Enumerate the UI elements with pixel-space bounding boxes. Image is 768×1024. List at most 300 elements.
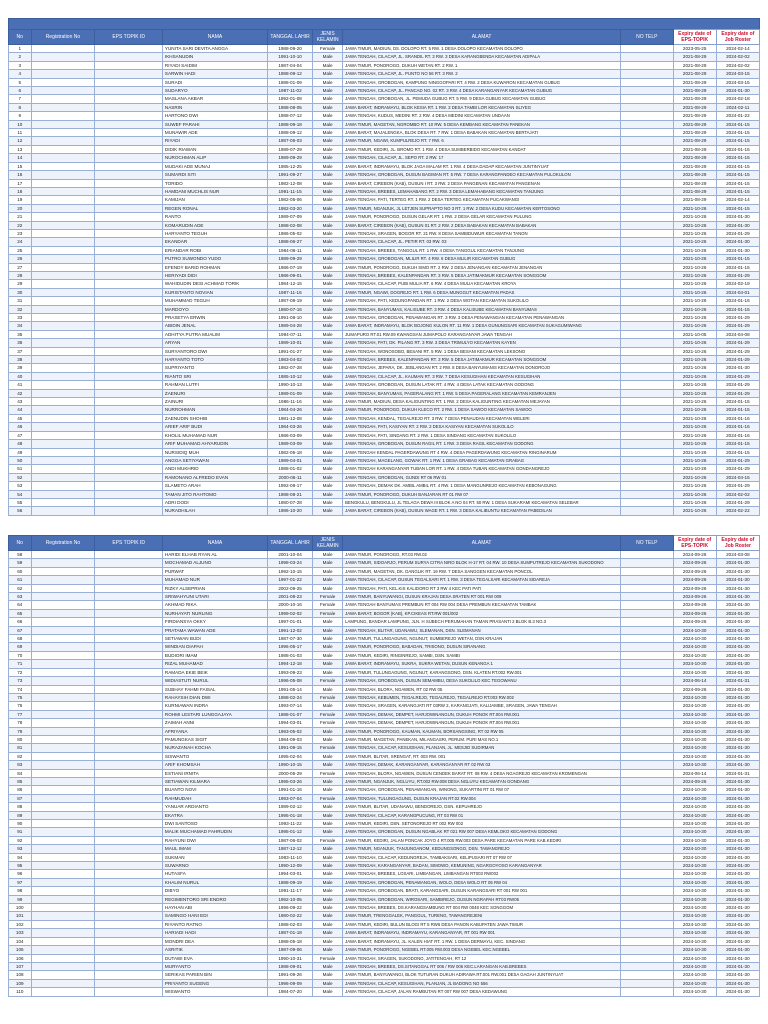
cell-expiry-roster: 2024-01-31 bbox=[716, 677, 759, 685]
cell-sex: Male bbox=[313, 811, 343, 819]
cell-eps-id bbox=[95, 280, 163, 288]
cell-name: RAMADA EKIE BEIK bbox=[162, 668, 267, 676]
cell-expiry-roster: 2024-01-30 bbox=[716, 920, 759, 928]
cell-dob: 1990-10-13 bbox=[268, 381, 313, 389]
cell-no: 103 bbox=[9, 929, 32, 937]
cell-expiry-roster: 2024-01-30 bbox=[716, 777, 759, 785]
cell-address: JAWA TENGAH, BANYUMAS, KALISUBE RT. 3 RW. 4 DESA KALISUBE KECAMATAN BANYUMAS bbox=[343, 305, 621, 313]
cell-phone bbox=[621, 465, 674, 473]
cell-eps-id bbox=[95, 803, 163, 811]
cell-registration bbox=[31, 70, 95, 78]
cell-dob: 1982-12-08 bbox=[268, 179, 313, 187]
cell-phone bbox=[621, 381, 674, 389]
col-address: ALAMAT bbox=[343, 536, 621, 551]
cell-expiry-eps: 2024-09-26 bbox=[673, 576, 716, 584]
cell-dob: 2000-06-11 bbox=[268, 473, 313, 481]
table-row bbox=[9, 112, 760, 120]
cell-dob: 1987-06-03 bbox=[268, 137, 313, 145]
cell-phone bbox=[621, 213, 674, 221]
cell-expiry-roster: 2024-01-15 bbox=[716, 440, 759, 448]
cell-no: 90 bbox=[9, 820, 32, 828]
cell-address: JAWA TIMUR, TULUNGAGUNG, NGUNUT, KARANGSONO, DSN. KLATEN RT.002 RW.001 bbox=[343, 668, 621, 676]
cell-no: 11 bbox=[9, 129, 32, 137]
cell-address: JAWA BARAT, INDRAMAYU, INDRAMAYU, KARANGANYAR, RT 001 RW 001 bbox=[343, 929, 621, 937]
cell-dob: 1988-09-18 bbox=[268, 120, 313, 128]
cell-name: HUTASFA bbox=[162, 870, 267, 878]
table-row bbox=[9, 187, 760, 195]
cell-eps-id bbox=[95, 271, 163, 279]
cell-dob: 1990-10-31 bbox=[268, 954, 313, 962]
cell-expiry-eps: 2021-10-26 bbox=[673, 322, 716, 330]
cell-expiry-roster: 2024-01-30 bbox=[716, 702, 759, 710]
cell-sex: Male bbox=[313, 498, 343, 506]
cell-expiry-eps: 2021-08-29 bbox=[673, 137, 716, 145]
cell-registration bbox=[31, 95, 95, 103]
cell-name: SUWEF PARAHI bbox=[162, 120, 267, 128]
cell-registration bbox=[31, 288, 95, 296]
table-row bbox=[9, 280, 760, 288]
cell-registration bbox=[31, 962, 95, 970]
cell-address: JAWA TIMUR, MADIUN, DESA KALIGUNTING RT. 1 RW. 2 DESA KALIGUNTING KECAMATAN MEJAYAN bbox=[343, 398, 621, 406]
cell-dob: 1988-01-07 bbox=[268, 710, 313, 718]
cell-name: NURROHMAN bbox=[162, 406, 267, 414]
cell-no: 50 bbox=[9, 456, 32, 464]
cell-registration bbox=[31, 129, 95, 137]
table-row bbox=[9, 221, 760, 229]
cell-address: JAWA TENGAH, CILACAP, JALAN RAMBUTAN RT 007 RW 007 DESA KEDAWUNG bbox=[343, 988, 621, 996]
cell-dob: 1985-12-25 bbox=[268, 162, 313, 170]
cell-expiry-eps: 2021-10-26 bbox=[673, 288, 716, 296]
cell-expiry-eps: 2021-10-26 bbox=[673, 414, 716, 422]
cell-phone bbox=[621, 61, 674, 69]
cell-eps-id bbox=[95, 710, 163, 718]
cell-dob: 1984-09-03 bbox=[268, 735, 313, 743]
cell-phone bbox=[621, 651, 674, 659]
cell-dob: 1980-07-16 bbox=[268, 305, 313, 313]
cell-name: ANDI MUKHRID bbox=[162, 465, 267, 473]
cell-eps-id bbox=[95, 414, 163, 422]
cell-address: JAWA TENGAH BANYUMAS PREMBUN RT 004 RW 004 DESA PREMBUN KECAMATAN TAMBAK bbox=[343, 601, 621, 609]
cell-eps-id bbox=[95, 895, 163, 903]
cell-dob: 1988-09-20 bbox=[268, 45, 313, 53]
cell-dob: 1986-05-02 bbox=[268, 229, 313, 237]
cell-eps-id bbox=[95, 643, 163, 651]
cell-sex: Female bbox=[313, 769, 343, 777]
cell-address: JAWA TIMUR, KEDIRI, RINGINREJO, SAMBI, DSN. SAMBI bbox=[343, 651, 621, 659]
cell-registration bbox=[31, 53, 95, 61]
cell-sex: Male bbox=[313, 735, 343, 743]
cell-address: JAWA TENGAH, GROBOGAN, WIROSARI, SAMBIREJO, DUSUN NGRAPAH RT03 RW05 bbox=[343, 895, 621, 903]
cell-name: KURISTANTO NOVIAN bbox=[162, 288, 267, 296]
cell-address: JAWA TENGAH, GROBOGAN, JL. PEMUDA GUBUG RT. 5 RW. 9 DESA GUBUG KECAMATAN GUBUG bbox=[343, 95, 621, 103]
cell-name: SISWANTO bbox=[162, 752, 267, 760]
cell-name: RAHYUNI DWI bbox=[162, 836, 267, 844]
cell-eps-id bbox=[95, 255, 163, 263]
table-row bbox=[9, 559, 760, 567]
cell-no: 83 bbox=[9, 761, 32, 769]
cell-phone bbox=[621, 204, 674, 212]
cell-sex: Male bbox=[313, 643, 343, 651]
table-row bbox=[9, 752, 760, 760]
cell-no: 55 bbox=[9, 498, 32, 506]
cell-registration bbox=[31, 448, 95, 456]
cell-dob: 1987-06-02 bbox=[268, 836, 313, 844]
cell-sex: Female bbox=[313, 609, 343, 617]
cell-dob: 1988-02-08 bbox=[268, 221, 313, 229]
cell-sex: Male bbox=[313, 288, 343, 296]
cell-eps-id bbox=[95, 473, 163, 481]
table-row bbox=[9, 803, 760, 811]
table-row bbox=[9, 727, 760, 735]
cell-no: 23 bbox=[9, 229, 32, 237]
cell-phone bbox=[621, 431, 674, 439]
cell-no: 94 bbox=[9, 853, 32, 861]
cell-eps-id bbox=[95, 162, 163, 170]
cell-address: JAWA BARAT, CIREBON (KAB), DUSUN 01 RT. 2 RW. 2 DESA BABAKAN KECAMATAN BABAKAN bbox=[343, 221, 621, 229]
cell-sex: Male bbox=[313, 330, 343, 338]
cell-registration bbox=[31, 752, 95, 760]
cell-expiry-eps: 2021-10-26 bbox=[673, 473, 716, 481]
cell-name: SARWIN HADI bbox=[162, 70, 267, 78]
cell-registration bbox=[31, 643, 95, 651]
table-row bbox=[9, 912, 760, 920]
cell-expiry-eps: 2021-08-29 bbox=[673, 70, 716, 78]
cell-phone bbox=[621, 263, 674, 271]
cell-expiry-roster: 2024-01-30 bbox=[716, 954, 759, 962]
cell-expiry-eps: 2024-10-30 bbox=[673, 988, 716, 996]
cell-no: 72 bbox=[9, 668, 32, 676]
cell-expiry-eps: 2024-10-30 bbox=[673, 887, 716, 895]
cell-sex: Male bbox=[313, 803, 343, 811]
cell-sex: Male bbox=[313, 70, 343, 78]
cell-no: 36 bbox=[9, 339, 32, 347]
cell-dob: 1990-10-15 bbox=[268, 761, 313, 769]
cell-registration bbox=[31, 112, 95, 120]
table-row bbox=[9, 719, 760, 727]
cell-dob: 1991-11-15 bbox=[268, 187, 313, 195]
cell-expiry-eps: 2021-10-26 bbox=[673, 271, 716, 279]
cell-registration bbox=[31, 305, 95, 313]
cell-address: JAWA BARAT, INDRAMAYU, SUKRA, SUKRA WETAN, DUSUN KENANGA 1 bbox=[343, 660, 621, 668]
cell-expiry-eps: 2024-10-30 bbox=[673, 870, 716, 878]
table-row bbox=[9, 473, 760, 481]
cell-phone bbox=[621, 162, 674, 170]
cell-sex: Male bbox=[313, 668, 343, 676]
cell-address: JAWA TENGAH, CILACAP, KARANGPUCUNG, RT 03 RW 01 bbox=[343, 811, 621, 819]
cell-registration bbox=[31, 414, 95, 422]
cell-phone bbox=[621, 229, 674, 237]
cell-registration bbox=[31, 238, 95, 246]
cell-address: JAWA TIMUR, PONOROGO, DUKUH KLECO RT. 2 RW. 1 DESA SAWOO KECAMATAN SAWOO bbox=[343, 406, 621, 414]
cell-sex: Male bbox=[313, 777, 343, 785]
cell-no: 44 bbox=[9, 406, 32, 414]
cell-dob: 1995-02-04 bbox=[268, 752, 313, 760]
cell-phone bbox=[621, 693, 674, 701]
cell-registration bbox=[31, 895, 95, 903]
cell-address: JAWA TENGAH, GROBOGAN, DUSUN RAGIL RT. 1 RW. 3 DESA RAGIL KECAMATAN GODONG bbox=[343, 440, 621, 448]
cell-sex: Male bbox=[313, 456, 343, 464]
cell-sex: Female bbox=[313, 710, 343, 718]
cell-address: JAWA TIMUR, MADIUN, DS. DOLOPO RT. 5 RW. 1 DESA DOLOPO KECAMATAN DOLOPO bbox=[343, 45, 621, 53]
cell-address: JAWA TIMUR, NGAWI, DOGREJO RT. 1 RW. 6 DESA MUNGGUT KECAMATAN PADAS bbox=[343, 288, 621, 296]
cell-dob: 1982-05-18 bbox=[268, 448, 313, 456]
cell-phone bbox=[621, 288, 674, 296]
cell-expiry-eps: 2021-10-26 bbox=[673, 246, 716, 254]
cell-expiry-roster: 2024-01-29 bbox=[716, 498, 759, 506]
table-row bbox=[9, 601, 760, 609]
cell-name: EKATRA bbox=[162, 811, 267, 819]
cell-no: 84 bbox=[9, 769, 32, 777]
cell-sex: Male bbox=[313, 204, 343, 212]
cell-eps-id bbox=[95, 567, 163, 575]
cell-sex: Male bbox=[313, 305, 343, 313]
cell-phone bbox=[621, 221, 674, 229]
cell-registration bbox=[31, 870, 95, 878]
cell-expiry-eps: 2021-08-29 bbox=[673, 129, 716, 137]
cell-address: JAWA BARAT, INDRAMAYU, BLOK JAGA MALAM RT. 1 RW. 4 DESA DADAP KECAMATAN JUNTINYUAT bbox=[343, 162, 621, 170]
table-row bbox=[9, 702, 760, 710]
cell-no: 30 bbox=[9, 288, 32, 296]
cell-dob: 1992-01-08 bbox=[268, 95, 313, 103]
cell-registration bbox=[31, 878, 95, 886]
cell-no: 87 bbox=[9, 794, 32, 802]
cell-no: 15 bbox=[9, 162, 32, 170]
cell-address: JAWA TENGAH, GROBOGAN, PENAWANGAN RT. 3 RW. 3 DESA PENAWANGAN KECAMATAN PENAWANGAN bbox=[343, 314, 621, 322]
cell-phone bbox=[621, 440, 674, 448]
cell-sex: Male bbox=[313, 702, 343, 710]
table-row bbox=[9, 870, 760, 878]
cell-sex: Male bbox=[313, 685, 343, 693]
cell-no: 99 bbox=[9, 895, 32, 903]
cell-dob: 1995-03-26 bbox=[268, 777, 313, 785]
cell-name: MONDRI DEA bbox=[162, 937, 267, 945]
cell-expiry-roster: 2024-01-30 bbox=[716, 803, 759, 811]
cell-address: JAWA TENGAH, CILACAP, KESUGIHAN, PLANJAN, JL BADONG NO 556 bbox=[343, 979, 621, 987]
cell-eps-id bbox=[95, 339, 163, 347]
cell-phone bbox=[621, 448, 674, 456]
cell-expiry-roster: 2024-01-30 bbox=[716, 820, 759, 828]
table-row bbox=[9, 744, 760, 752]
cell-eps-id bbox=[95, 794, 163, 802]
cell-sex: Female bbox=[313, 744, 343, 752]
cell-no: 104 bbox=[9, 937, 32, 945]
cell-expiry-roster: 2024-02-18 bbox=[716, 95, 759, 103]
cell-no: 25 bbox=[9, 246, 32, 254]
cell-sex: Female bbox=[313, 677, 343, 685]
cell-address: JAWA BARAT, INDRAMAYU, BLOK KESIA RT. 1 RW. 3 DESA TAMBI LOR KECAMATAN SLIYEG bbox=[343, 103, 621, 111]
cell-name: REGIMENTORO SRI ENDRO bbox=[162, 895, 267, 903]
cell-name: AFRIYANA bbox=[162, 727, 267, 735]
table-row bbox=[9, 828, 760, 836]
cell-expiry-eps: 2024-10-30 bbox=[673, 693, 716, 701]
cell-phone bbox=[621, 576, 674, 584]
cell-sex: Male bbox=[313, 937, 343, 945]
cell-phone bbox=[621, 929, 674, 937]
cell-sex: Female bbox=[313, 693, 343, 701]
cell-expiry-eps: 2021-10-26 bbox=[673, 213, 716, 221]
cell-eps-id bbox=[95, 229, 163, 237]
cell-registration bbox=[31, 677, 95, 685]
cell-registration bbox=[31, 229, 95, 237]
cell-phone bbox=[621, 406, 674, 414]
cell-name: HARYANTO TEGUH bbox=[162, 229, 267, 237]
cell-expiry-roster: 2024-01-15 bbox=[716, 204, 759, 212]
table-row bbox=[9, 129, 760, 137]
cell-expiry-eps: 2024-09-26 bbox=[673, 559, 716, 567]
table-row bbox=[9, 271, 760, 279]
cell-address: JAWA BARAT, INDRAMAYU, BLOK BOJONG KULON RT. 11 RW. 1 DESA GUNUNGSARI KECAMATAN SUKAGUMIWANG bbox=[343, 322, 621, 330]
cell-dob: 1989-09-29 bbox=[268, 154, 313, 162]
cell-registration bbox=[31, 988, 95, 996]
col-expiry-roster: Expiry date of Job Roster bbox=[716, 30, 759, 45]
cell-name: MUDAKI ADE MUNAJ bbox=[162, 162, 267, 170]
cell-eps-id bbox=[95, 440, 163, 448]
table-row bbox=[9, 356, 760, 364]
cell-expiry-roster: 2024-01-30 bbox=[716, 828, 759, 836]
cell-phone bbox=[621, 498, 674, 506]
cell-dob: 1987-04-04 bbox=[268, 61, 313, 69]
cell-address: JAWA TIMUR, PONOROGO, DUKUH SIMO RT. 2 RW. 2 DESA JENANGAN KECAMATAN JENANGAN bbox=[343, 263, 621, 271]
cell-no: 22 bbox=[9, 221, 32, 229]
cell-dob: 1984-06-11 bbox=[268, 246, 313, 254]
cell-no: 43 bbox=[9, 398, 32, 406]
cell-sex: Male bbox=[313, 962, 343, 970]
cell-name: ARIF KHOMSAH bbox=[162, 761, 267, 769]
cell-eps-id bbox=[95, 887, 163, 895]
cell-sex: Male bbox=[313, 929, 343, 937]
cell-address: JAWA TENGAH, PATI, DK. PILANG RT. 3 RW. 3 DESA TRIMULYO KECAMATAN KAYEN bbox=[343, 339, 621, 347]
cell-expiry-roster: 2024-01-30 bbox=[716, 727, 759, 735]
cell-sex: Male bbox=[313, 112, 343, 120]
cell-address: JAWA TENGAH, BREBES, DS.SITANGGAL RT 006 / RW 006 KEC.LARANGAN KAB.BREBES bbox=[343, 962, 621, 970]
cell-dob: 1991-01-27 bbox=[268, 347, 313, 355]
cell-name: ASRITIK bbox=[162, 946, 267, 954]
table-row bbox=[9, 626, 760, 634]
cell-sex: Male bbox=[313, 53, 343, 61]
cell-no: 77 bbox=[9, 710, 32, 718]
cell-no: 61 bbox=[9, 576, 32, 584]
cell-sex: Male bbox=[313, 887, 343, 895]
cell-name: SURYANTORO DWI bbox=[162, 347, 267, 355]
cell-expiry-eps: 2021-10-26 bbox=[673, 297, 716, 305]
cell-expiry-roster: 2024-02-14 bbox=[716, 45, 759, 53]
cell-eps-id bbox=[95, 777, 163, 785]
cell-address: JAWA TIMUR, BLITAR, UDANAWU, BENDOREJO, DSN. KEPUHREJO bbox=[343, 803, 621, 811]
cell-expiry-eps: 2021-10-26 bbox=[673, 456, 716, 464]
table-row bbox=[9, 710, 760, 718]
cell-expiry-roster: 2024-01-15 bbox=[716, 162, 759, 170]
cell-sex: Male bbox=[313, 618, 343, 626]
cell-phone bbox=[621, 238, 674, 246]
cell-phone bbox=[621, 567, 674, 575]
cell-registration bbox=[31, 263, 95, 271]
cell-registration bbox=[31, 187, 95, 195]
cell-expiry-roster: 2024-01-30 bbox=[716, 626, 759, 634]
cell-sex: Male bbox=[313, 398, 343, 406]
cell-sex: Female bbox=[313, 719, 343, 727]
cell-eps-id bbox=[95, 196, 163, 204]
cell-phone bbox=[621, 482, 674, 490]
table-row bbox=[9, 482, 760, 490]
cell-phone bbox=[621, 660, 674, 668]
cell-address: JAWA TIMUR, TRENGGALEK, PANGGUL, TURENG, TAWANGREJENI bbox=[343, 912, 621, 920]
cell-registration bbox=[31, 853, 95, 861]
cell-phone bbox=[621, 862, 674, 870]
cell-expiry-eps: 2024-10-30 bbox=[673, 845, 716, 853]
cell-registration bbox=[31, 651, 95, 659]
cell-expiry-eps: 2024-09-26 bbox=[673, 584, 716, 592]
cell-sex: Male bbox=[313, 988, 343, 996]
cell-expiry-roster: 2024-01-29 bbox=[716, 356, 759, 364]
cell-sex: Male bbox=[313, 490, 343, 498]
table-row bbox=[9, 263, 760, 271]
cell-address: JAWA TENGAH KARANGANYAR TUBAN LOR RT. 1 RW. 4 DESA TUBAN KECAMATAN GONDANGREJO bbox=[343, 465, 621, 473]
cell-expiry-eps: 2021-10-26 bbox=[673, 448, 716, 456]
cell-name: ZAENUDIN SHOHIB bbox=[162, 414, 267, 422]
cell-address: JAWA TENGAH, KENDAL, TEGALREJO RT. 3 RW. 7 DESA PENAUDAN KECAMATAN WELERI bbox=[343, 414, 621, 422]
cell-name: YANUAR ARDIANTO bbox=[162, 803, 267, 811]
cell-registration bbox=[31, 693, 95, 701]
cell-address: JAWA TENGAH, MAGELANG, GOWAK RT. 1 RW. 1 DESA GRABAG KECAMATAN GRABAG bbox=[343, 456, 621, 464]
cell-address: JAWA TIMUR, MAGETAN, NGROMBO RT. 10 RW. 5 DESA KEMBANG KECAMATAN PANEKAN bbox=[343, 120, 621, 128]
cell-phone bbox=[621, 710, 674, 718]
cell-sex: Male bbox=[313, 356, 343, 364]
cell-eps-id bbox=[95, 971, 163, 979]
cell-address: JAWA TENGAH, DEMAK, DEMPET, HARJOWINANGUN, DUKUH PONOK RT.004 RW.001 bbox=[343, 719, 621, 727]
cell-sex: Male bbox=[313, 145, 343, 153]
cell-phone bbox=[621, 339, 674, 347]
cell-phone bbox=[621, 507, 674, 515]
cell-registration bbox=[31, 372, 95, 380]
cell-expiry-eps: 2024-10-30 bbox=[673, 735, 716, 743]
cell-sex: Male bbox=[313, 448, 343, 456]
cell-no: 96 bbox=[9, 870, 32, 878]
cell-name: KHOLIL MUHAMAD NUR bbox=[162, 431, 267, 439]
cell-sex: Male bbox=[313, 154, 343, 162]
table-row bbox=[9, 145, 760, 153]
table-row bbox=[9, 448, 760, 456]
cell-registration bbox=[31, 979, 95, 987]
cell-expiry-roster: 2024-01-16 bbox=[716, 297, 759, 305]
cell-dob: 1996-09-22 bbox=[268, 904, 313, 912]
cell-name: PRATAMA WAWAN ADE bbox=[162, 626, 267, 634]
cell-expiry-roster: 2024-01-30 bbox=[716, 246, 759, 254]
cell-no: 35 bbox=[9, 330, 32, 338]
table-row bbox=[9, 971, 760, 979]
cell-address: JAWA TIMUR, KEDIRI, JL. BROMO RT. 1 RW. 4 DESA SUMBERBIDO KECAMATAN KANDAT bbox=[343, 145, 621, 153]
cell-eps-id bbox=[95, 238, 163, 246]
cell-address: JUMAPURO RT.01 RW.09 KWANGSAN JUMAPOLO KARANGANYAR JAWA TENGAH bbox=[343, 330, 621, 338]
cell-registration bbox=[31, 954, 95, 962]
cell-name: FIRDIANSYA OKKY bbox=[162, 618, 267, 626]
cell-name: TORIDO bbox=[162, 179, 267, 187]
cell-registration bbox=[31, 381, 95, 389]
cell-no: 38 bbox=[9, 356, 32, 364]
table-row bbox=[9, 238, 760, 246]
cell-registration bbox=[31, 78, 95, 86]
cell-phone bbox=[621, 744, 674, 752]
cell-sex: Male bbox=[313, 576, 343, 584]
table-row bbox=[9, 937, 760, 945]
table-row bbox=[9, 297, 760, 305]
cell-address: JAWA TENGAH, BLORA, NGAWEN, DUSUN CENDEK BARAT RT. 08 RW. 4 DESA NGAGREJO KECAMATAN KROMENGAN bbox=[343, 769, 621, 777]
cell-phone bbox=[621, 702, 674, 710]
cell-eps-id bbox=[95, 828, 163, 836]
cell-eps-id bbox=[95, 246, 163, 254]
cell-registration bbox=[31, 744, 95, 752]
cell-phone bbox=[621, 803, 674, 811]
cell-expiry-eps: 2024-10-30 bbox=[673, 895, 716, 903]
